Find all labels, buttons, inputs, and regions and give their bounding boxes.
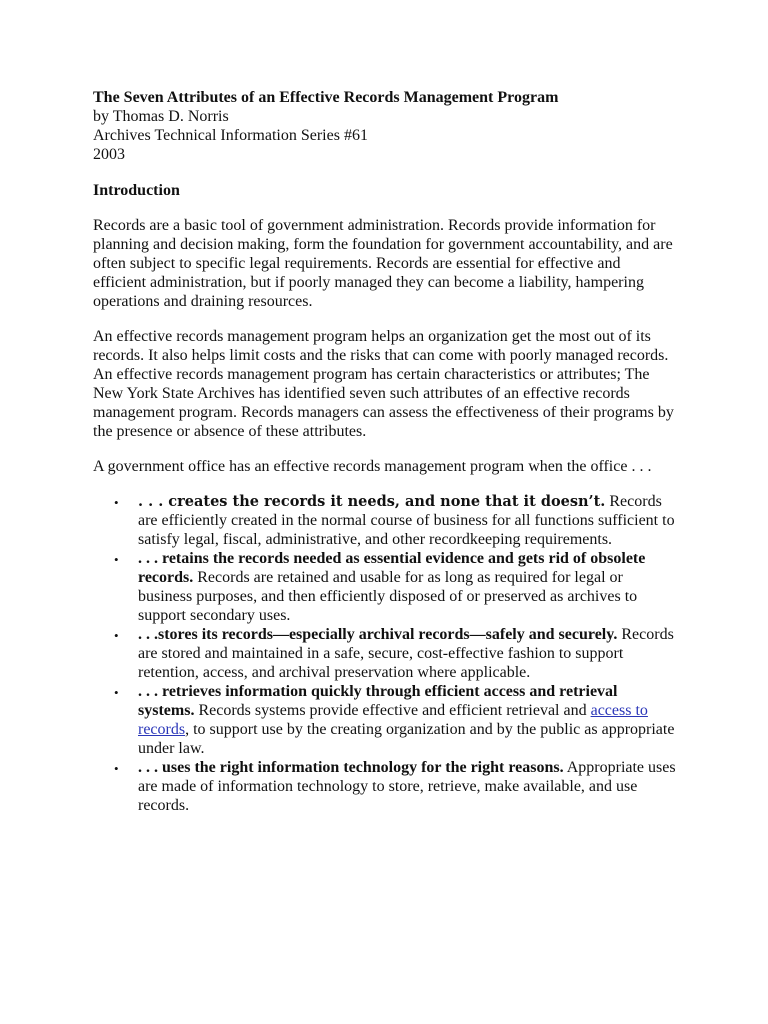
document-author: by Thomas D. Norris — [93, 108, 229, 125]
attribute-lead: . . . creates the records it needs, and none that it doesn’t. — [138, 493, 606, 510]
document-title: The Seven Attributes of an Effective Records Management Program — [93, 89, 559, 106]
intro-paragraph-2: An effective records management program helps an organization get the most out of its records. It also helps limit costs and the risks that can come with poorly managed records. An effective records management program has certain characteristics or attributes; The New York State Archives has identified seven such attributes of an effective records management program. Records managers can assess the effectiveness of their programs by the presence or absence of these attributes. — [93, 328, 674, 440]
attribute-lead: . . .stores its records—especially archival records—safely and securely. — [138, 626, 618, 643]
intro-paragraph-3: A government office has an effective records management program when the office . . . — [93, 458, 652, 475]
attribute-text: Records are stored and maintained in a safe, secure, cost-effective fashion to support retention, access, and archival preservation where applicable. — [138, 626, 674, 681]
attribute-text: Records are retained and usable for as long as required for legal or business purposes, and then efficiently disposed of or preserved as archives to support secondary uses. — [138, 569, 638, 624]
attribute-item-creates — [93, 492, 676, 549]
bullet-icon: • — [114, 685, 119, 700]
bullet-icon: • — [114, 761, 119, 776]
attributes-list — [93, 492, 676, 815]
attribute-item-stores — [93, 625, 676, 682]
access-to-records-link[interactable]: access to records — [138, 702, 648, 738]
attribute-item-retains — [93, 549, 676, 625]
attribute-text: Records systems provide effective and efficient retrieval and — [194, 702, 591, 719]
introduction-heading: Introduction — [93, 182, 180, 199]
document-header — [93, 88, 676, 164]
document-year: 2003 — [93, 146, 125, 163]
attribute-item-uses — [93, 758, 676, 815]
attribute-lead: . . . retrieves information quickly through efficient access and retrieval systems. — [138, 683, 618, 719]
attribute-lead: . . . uses the right information technology for the right reasons. — [138, 759, 564, 776]
document-series: Archives Technical Information Series #61 — [93, 127, 368, 144]
attribute-lead: . . . retains the records needed as essential evidence and gets rid of obsolete records. — [138, 550, 646, 586]
attribute-text: , to support use by the creating organization and by the public as appropriate under law. — [138, 721, 675, 757]
bullet-icon: • — [114, 495, 119, 510]
attribute-item-retrieves — [93, 682, 676, 758]
intro-paragraph-1: Records are a basic tool of government administration. Records provide information for planning and decision making, form the foundation for government accountability, and are often subject to specific legal requirements. Records are essential for effective and efficient administration, but if poorly managed they can become a liability, hampering operations and draining resources. — [93, 217, 673, 310]
attribute-text: Appropriate uses are made of information technology to store, retrieve, make available, and use records. — [138, 759, 676, 814]
attribute-text: Records are efficiently created in the normal course of business for all functions sufficient to satisfy legal, fiscal, administrative, and other recordkeeping requirements. — [138, 493, 675, 548]
bullet-icon: • — [114, 552, 119, 567]
bullet-icon: • — [114, 628, 119, 643]
